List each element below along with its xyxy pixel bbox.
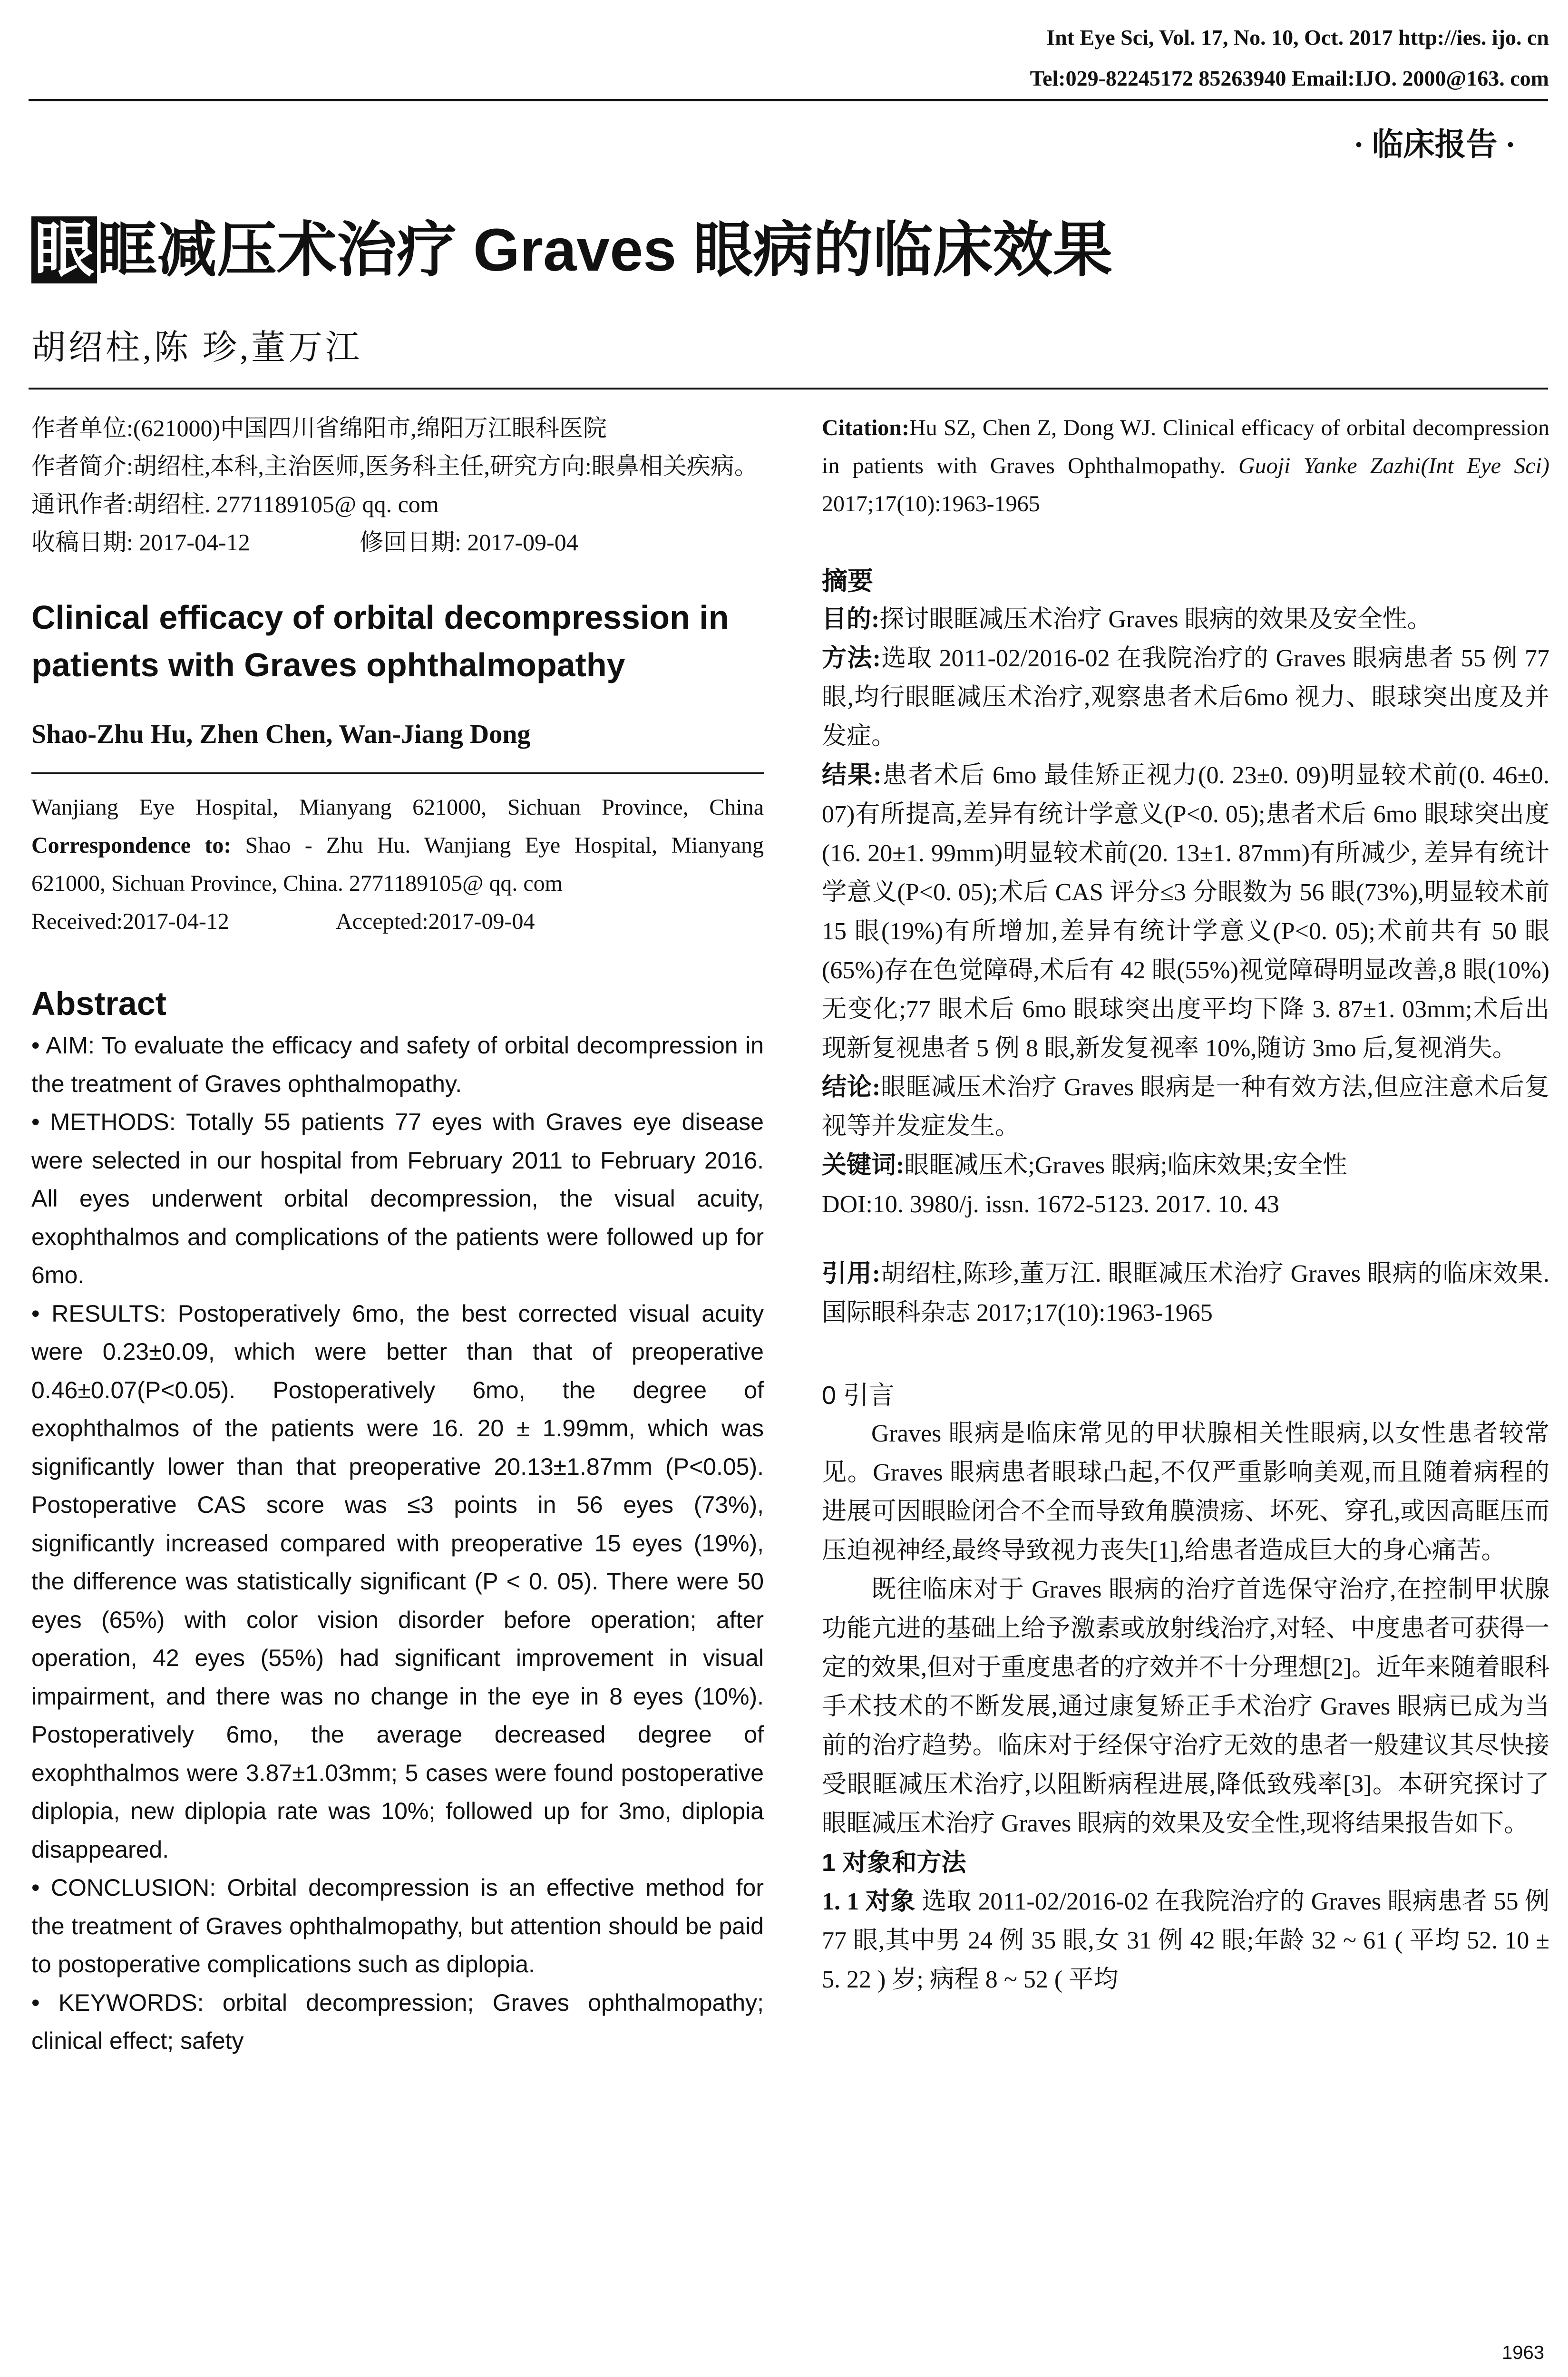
abstract-keywords: • KEYWORDS: orbital decompression; Graves ophthalmopathy; clinical effect; safety: [31, 1989, 764, 2054]
citation-tail: 2017;17(10):1963-1965: [822, 491, 1040, 516]
methods-text-cn: 选取 2011-02/2016-02 在我院治疗的 Graves 眼病患者 55 例 77 眼,均行眼眶减压术治疗,观察患者术后6mo 视力、眼球突出度及并发症。: [822, 645, 1549, 750]
subsection-label: 1. 1 对象: [822, 1888, 915, 1915]
english-title: Clinical efficacy of orbital decompression in patients with Graves ophthalmopathy: [31, 599, 729, 683]
results-label-cn: 结果:: [822, 762, 882, 789]
english-affiliation-block: [31, 789, 764, 941]
correspondence-text: Shao - Zhu Hu. Wanjiang Eye Hospital, Mianyang 621000, Sichuan Province, China. 2771189105@ qq. com: [31, 833, 764, 896]
page-number: 1963: [1502, 2342, 1544, 2363]
journal-contact: Tel:029-82245172 85263940 Email:IJO. 2000@163. com: [1030, 66, 1549, 90]
abstract-aim: • AIM: To evaluate the efficacy and safety of orbital decompression in the treatment of Graves ophthalmopathy.: [31, 1032, 764, 1097]
abstract-cn: [822, 600, 1549, 1333]
citation: [822, 409, 1549, 523]
left-column: [31, 409, 764, 2060]
section-heading-methods: 1 对象和方法: [822, 1849, 966, 1877]
conclusion-label-cn: 结论:: [822, 1074, 881, 1101]
abstract-cn-aim: [822, 600, 1549, 639]
abstract-cn-keywords: [822, 1146, 1549, 1185]
english-dates: [31, 903, 764, 941]
abstract-cn-methods: [822, 639, 1549, 756]
header-rule: [29, 99, 1548, 101]
ref-label-cn: 引用:: [822, 1260, 881, 1287]
abstract-cn-results: [822, 756, 1549, 1068]
abstract-results: • RESULTS: Postoperatively 6mo, the best corrected visual acuity were 0.23±0.09, which were better than that of preoperative 0.46±0.07(P<0.05). Postoperatively 6mo, the degree of exophthalmos of the patients were 16. 20 ± 1.99mm, which was significantly lower than that preoperative 20.13±1.87mm (P<0.05). Postoperative CAS score was ≤3 points in 56 eyes (73%), significantly increased compared with preoperative 15 eyes (19%), the difference was statistically significant (P < 0. 05). There were 50 eyes (65%) with color vision disorder before operation; after operation, 42 eyes (55%) had significant improvement in visual impairment, and there was no change in the eye in 8 eyes (10%). Postoperatively 6mo, the average decreased degree of exophthalmos were 3.87±1.03mm; 5 cases were found postoperative diplopia, new diplopia rate was 10%; followed up for 3mo, diplopia disappeared.: [31, 1300, 764, 1863]
journal-header: Int Eye Sci, Vol. 17, No. 10, Oct. 2017 http://ies. ijo. cn: [1046, 25, 1549, 49]
abstract-methods: • METHODS: Totally 55 patients 77 eyes with Graves eye disease were selected in our hospital from February 2011 to February 2016. All eyes underwent orbital decompression, the visual acuity, exophthalmos and complications of the patients were followed up for 6mo.: [31, 1109, 764, 1288]
doi: DOI:10. 3980/j. issn. 1672-5123. 2017. 10. 43: [822, 1191, 1279, 1218]
keywords-label-cn: 关键词:: [822, 1152, 905, 1179]
english-correspondence: [31, 827, 764, 903]
abstract-en: [31, 1026, 764, 2060]
keywords-text-cn: 眼眶减压术;Graves 眼病;临床效果;安全性: [904, 1152, 1347, 1179]
section-tag: · 临床报告 ·: [1353, 127, 1516, 162]
dates-cn: [31, 523, 764, 561]
accepted-date-en: Accepted:2017-09-04: [336, 909, 535, 934]
methods-label-cn: 方法:: [822, 645, 881, 672]
subject-text: 选取 2011-02/2016-02 在我院治疗的 Graves 眼病患者 55 例 77 眼,其中男 24 例 35 眼,女 31 例 42 眼;年龄 32 ~ 61 ( 平均 52. 10 ± 5. 22 ) 岁; 病程 8 ~ 52 ( 平均: [822, 1888, 1549, 1993]
right-column: [822, 409, 1549, 1999]
intro-heading: 0 引言: [822, 1381, 895, 1410]
title-first-char: 眼: [31, 216, 97, 283]
intro-paragraph-2: 既往临床对于 Graves 眼病的治疗首选保守治疗,在控制甲状腺功能亢进的基础上给予激素或放射线治疗,对轻、中度患者可获得一定的效果,但对于重度患者的疗效并不十分理想[2]。近年来随着眼科手术技术的不断发展,通过康复矫正手术治疗 Graves 眼病已成为当前的治疗趋势。临床对于经保守治疗无效的患者一般建议其尽快接受眼眶减压术治疗,以阻断病程进展,降低致残率[3]。本研究探讨了眼眶减压术治疗 Graves 眼病的效果及安全性,现将结果报告如下。: [822, 1576, 1549, 1837]
title-rule: [29, 388, 1548, 390]
reference-cn: [822, 1255, 1549, 1333]
intro-paragraph-1: Graves 眼病是临床常见的甲状腺相关性眼病,以女性患者较常见。Graves 眼病患者眼球凸起,不仅严重影响美观,而且随着病程的进展可因眼睑闭合不全而导致角膜溃疡、坏死、穿孔,或因高眶压而压迫视神经,最终导致视力丧失[1],给患者造成巨大的身心痛苦。: [822, 1420, 1549, 1564]
abstract-heading: Abstract: [31, 985, 166, 1022]
citation-journal: Guoji Yanke Zazhi(Int Eye Sci): [1238, 453, 1549, 478]
conclusion-text-cn: 眼眶减压术治疗 Graves 眼病是一种有效方法,但应注意术后复视等并发症发生。: [822, 1074, 1549, 1140]
citation-label: Citation:: [822, 415, 909, 440]
received-date-en: Received:2017-04-12: [31, 909, 229, 934]
title-rest: 眶减压术治疗 Graves 眼病的临床效果: [97, 216, 1113, 283]
correspondence-label: Correspondence to:: [31, 833, 232, 858]
revised-date-cn: 修回日期: 2017-09-04: [360, 529, 578, 555]
aim-text-cn: 探讨眼眶减压术治疗 Graves 眼病的效果及安全性。: [879, 606, 1432, 633]
ref-text-cn: 胡绍柱,陈珍,董万江. 眼眶减压术治疗 Graves 眼病的临床效果. 国际眼科杂志 2017;17(10):1963-1965: [822, 1260, 1549, 1326]
citation-text: Hu SZ, Chen Z, Dong WJ. Clinical efficacy of orbital decompression in patients with Graves Ophthalmopathy.: [822, 415, 1549, 478]
citation-block: [822, 409, 1549, 523]
paper-title: [31, 202, 1112, 288]
intro-body: [822, 1414, 1549, 1999]
results-text-cn: 患者术后 6mo 最佳矫正视力(0. 23±0. 09)明显较术前(0. 46±0. 07)有所提高,差异有统计学意义(P<0. 05);患者术后 6mo 眼球突出度(16. 20±1. 99mm)明显较术前(20. 13±1. 87mm)有所减少, 差异有统计学意义(P<0. 05);术后 CAS 评分≤3 分眼数为 56 眼(73%),明显较术前 15 眼(19%)有所增加,差异有统计学意义(P<0. 05);术前共有 50 眼(65%)存在色觉障碍,术后有 42 眼(55%)视觉障碍明显改善,8 眼(10%)无变化;77 眼术后 6mo 眼球突出度平均下降 3. 87±1. 03mm;术后出现新复视患者 5 例 8 眼,新发复视率 10%,随访 3mo 后,复视消失。: [822, 762, 1549, 1062]
authors-cn: 胡绍柱,陈 珍,董万江: [31, 329, 363, 367]
abstract-cn-conclusion: [822, 1068, 1549, 1146]
english-rule: [31, 772, 764, 774]
english-authors: Shao-Zhu Hu, Zhen Chen, Wan-Jiang Dong: [31, 720, 531, 749]
subject-paragraph: [822, 1882, 1549, 1999]
abstract-cn-heading: 摘要: [822, 567, 873, 595]
author-unit: 作者单位:(621000)中国四川省绵阳市,绵阳万江眼科医院: [31, 415, 607, 441]
english-affiliation: Wanjiang Eye Hospital, Mianyang 621000, Sichuan Province, China: [31, 795, 764, 820]
aim-label-cn: 目的:: [822, 606, 880, 633]
corresponding-author: 通讯作者:胡绍柱. 2771189105@ qq. com: [31, 491, 439, 517]
abstract-conclusion: • CONCLUSION: Orbital decompression is an effective method for the treatment of Graves ophthalmopathy, but attention should be paid to postoperative complications such as diplopia.: [31, 1874, 764, 1978]
received-date-cn: 收稿日期: 2017-04-12: [31, 529, 250, 555]
author-meta-cn: [31, 409, 764, 561]
author-bio: 作者简介:胡绍柱,本科,主治医师,医务科主任,研究方向:眼鼻相关疾病。: [31, 453, 758, 479]
